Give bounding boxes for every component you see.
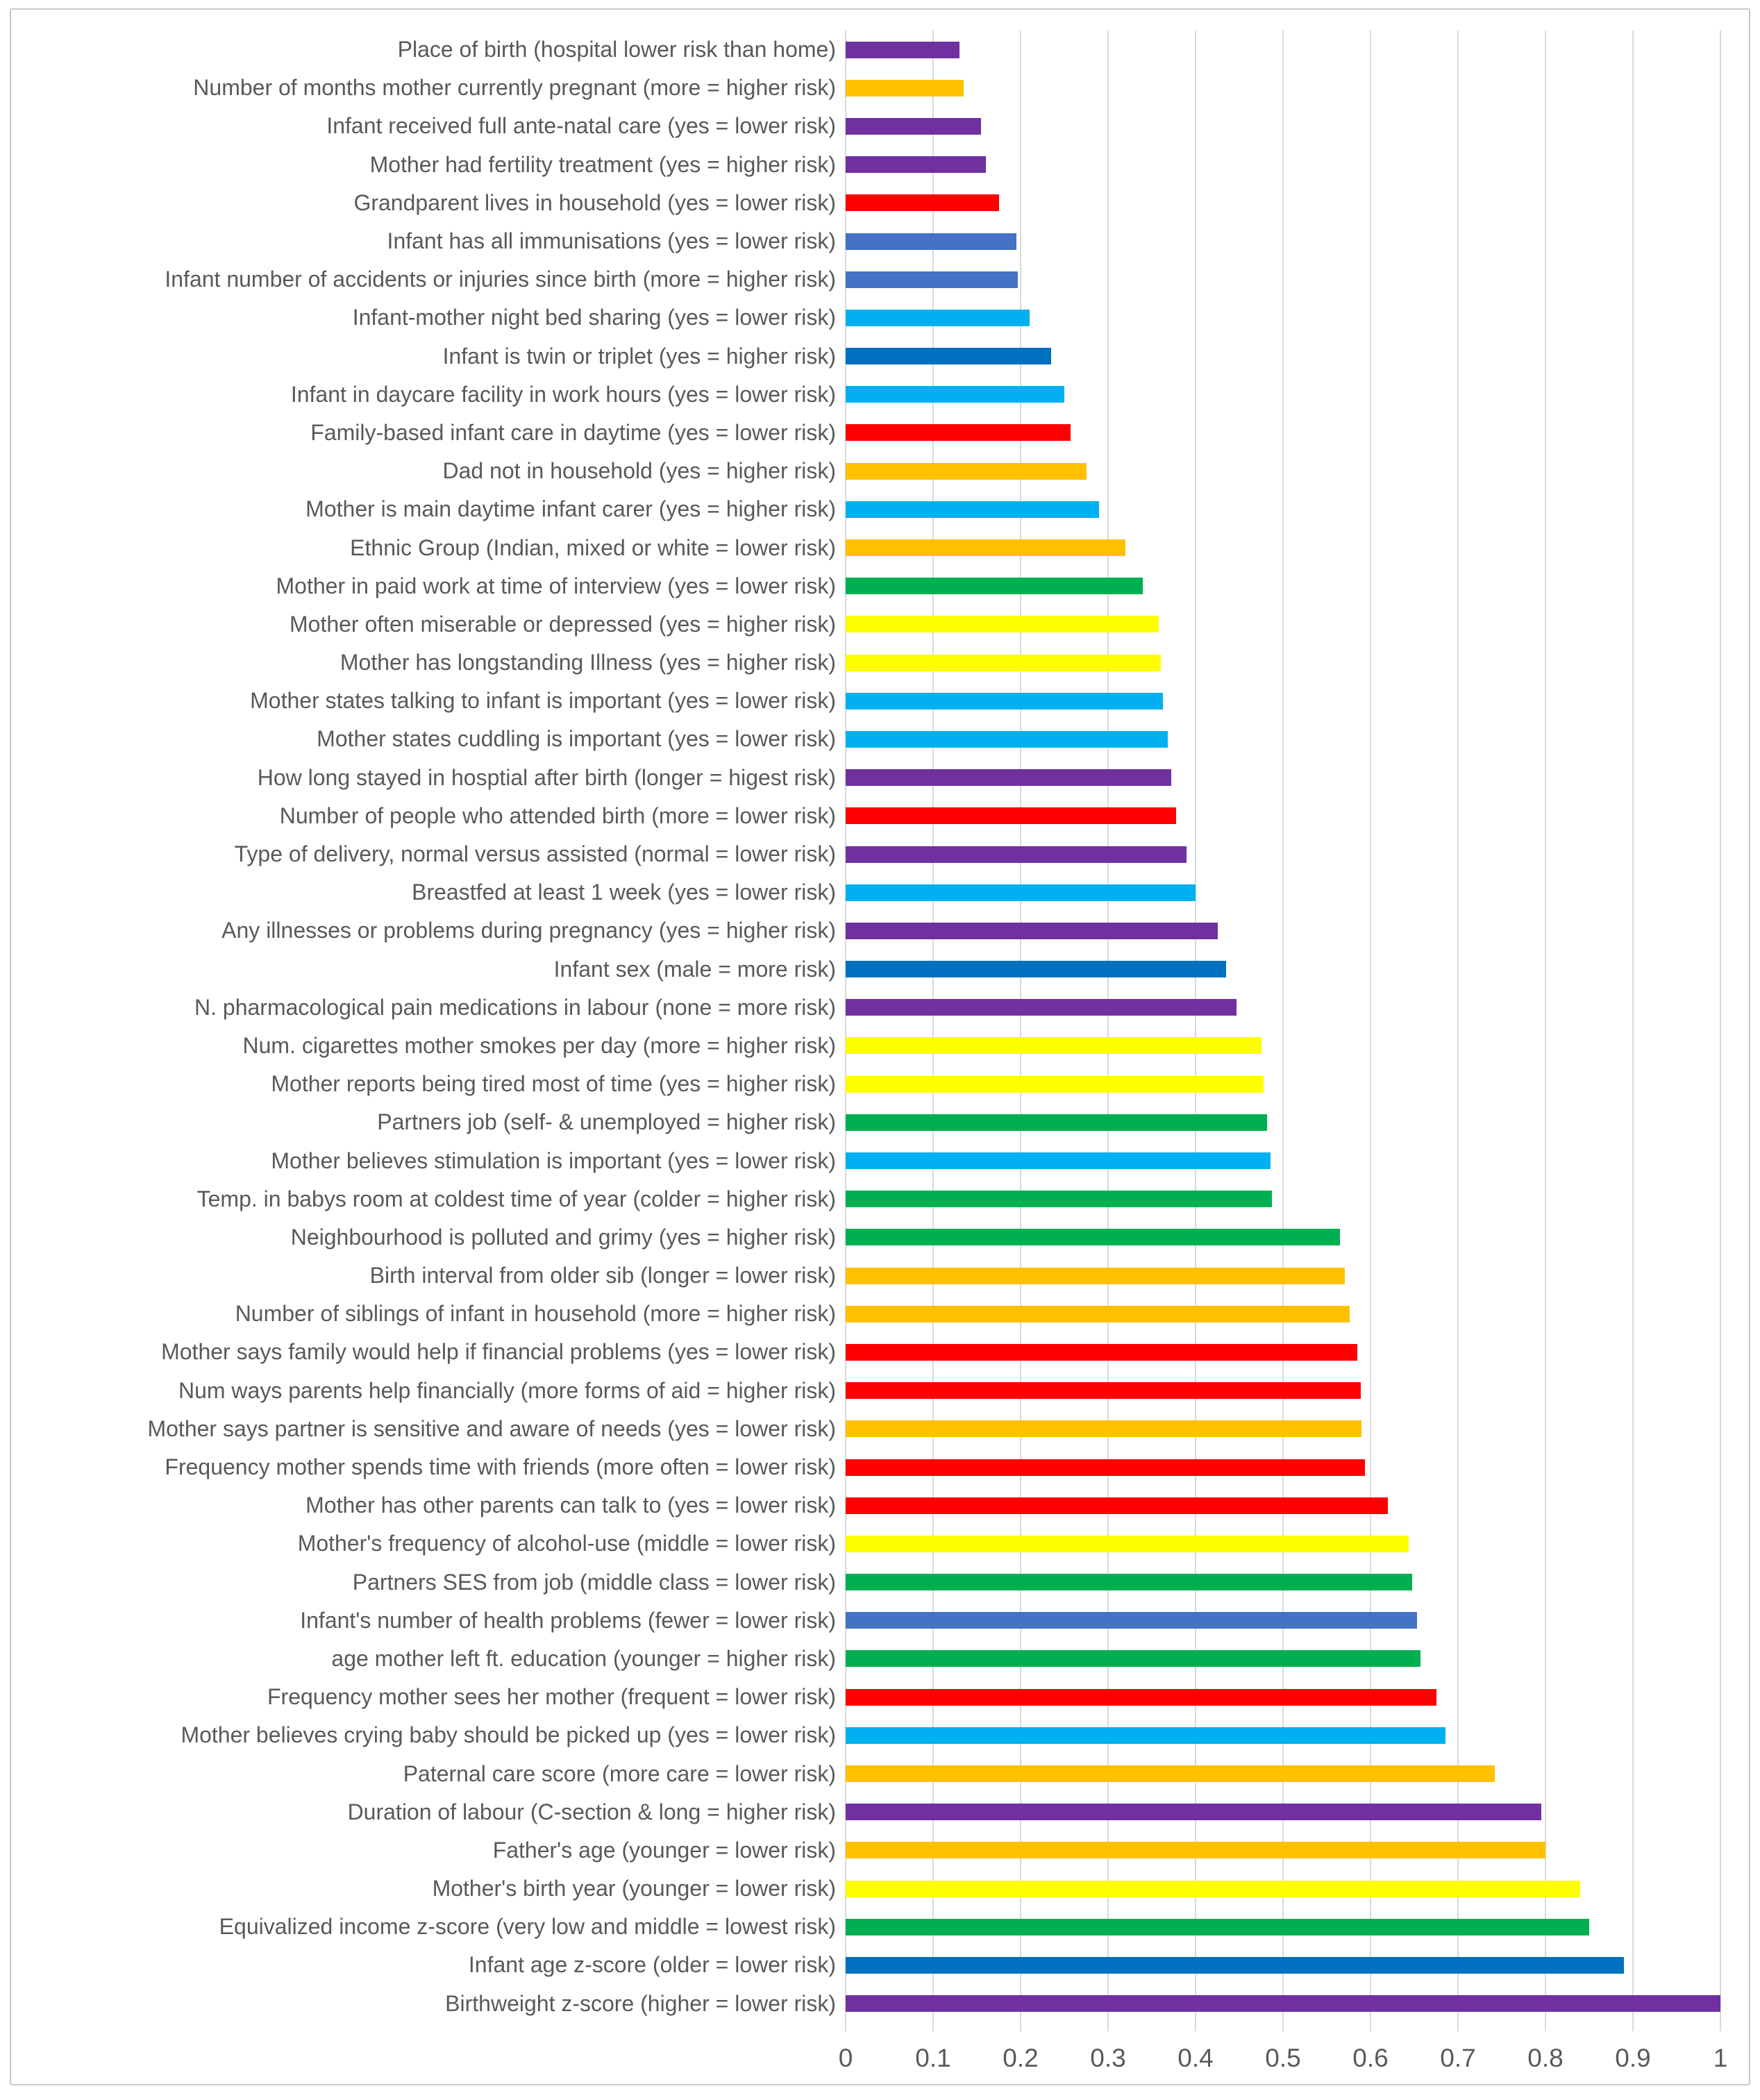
bar-row bbox=[846, 797, 1720, 835]
category-label: Mother states cuddling is important (yes = lower risk) bbox=[317, 726, 836, 752]
bar bbox=[846, 1957, 1624, 1974]
bar bbox=[846, 1268, 1345, 1284]
bar-row bbox=[846, 912, 1720, 950]
bar-row bbox=[846, 1793, 1720, 1831]
category-label: Breastfed at least 1 week (yes = lower risk) bbox=[412, 880, 836, 905]
x-axis bbox=[838, 2044, 1728, 2085]
category-label: Duration of labour (C-section & long = higher risk) bbox=[347, 1799, 836, 1824]
category-label: Num. cigarettes mother smokes per day (more = higher risk) bbox=[242, 1032, 836, 1058]
axis-tick-mark bbox=[1370, 2023, 1371, 2031]
chart-border bbox=[10, 8, 1750, 2085]
x-tick-label: 0.7 bbox=[1440, 2044, 1476, 2072]
bar-row bbox=[846, 1027, 1720, 1065]
category-label: Frequency mother spends time with friends (more often = lower risk) bbox=[165, 1454, 836, 1480]
bar bbox=[846, 271, 1018, 288]
bar-row bbox=[846, 184, 1720, 222]
x-tick-label: 0.9 bbox=[1615, 2044, 1651, 2072]
bar bbox=[846, 655, 1161, 671]
bar-row bbox=[846, 1141, 1720, 1179]
category-label: Infant is twin or triplet (yes = higher risk) bbox=[442, 343, 836, 369]
bar bbox=[846, 1536, 1409, 1552]
bar-series bbox=[846, 31, 1720, 2023]
category-label: Equivalized income z-score (very low and middle = lowest risk) bbox=[219, 1914, 836, 1940]
bar bbox=[846, 578, 1143, 594]
bar-row bbox=[846, 1486, 1720, 1524]
x-tick-label: 0.8 bbox=[1527, 2044, 1564, 2072]
bar-row bbox=[846, 1946, 1720, 1984]
category-label: Any illnesses or problems during pregnancy (yes = higher risk) bbox=[221, 918, 836, 943]
category-label: Mother states talking to infant is important (yes = lower risk) bbox=[250, 688, 836, 714]
category-label: Mother's frequency of alcohol-use (middle = lower risk) bbox=[297, 1531, 836, 1556]
bar bbox=[846, 1497, 1388, 1514]
bar-row bbox=[846, 1716, 1720, 1754]
bar bbox=[846, 769, 1171, 786]
bar-row bbox=[846, 873, 1720, 912]
bar-row bbox=[846, 1563, 1720, 1602]
bar-row bbox=[846, 222, 1720, 260]
bar-row bbox=[846, 835, 1720, 873]
category-label: Mother believes crying baby should be picked up (yes = lower risk) bbox=[181, 1722, 836, 1748]
category-label: Mother in paid work at time of interview (yes = lower risk) bbox=[276, 573, 836, 598]
bar bbox=[846, 310, 1030, 326]
category-label: Temp. in babys room at coldest time of year (colder = higher risk) bbox=[196, 1186, 836, 1211]
bar bbox=[846, 1037, 1262, 1054]
axis-tick-mark bbox=[1545, 2023, 1546, 2031]
category-label: Infant-mother night bed sharing (yes = lower risk) bbox=[352, 305, 836, 330]
bar bbox=[846, 156, 986, 173]
x-tick-label: 0.6 bbox=[1352, 2044, 1389, 2072]
bar bbox=[846, 42, 959, 58]
bar-row bbox=[846, 260, 1720, 299]
bar bbox=[846, 1919, 1589, 1935]
bar bbox=[846, 1995, 1720, 2012]
category-label: Family-based infant care in daytime (yes = lower risk) bbox=[310, 419, 836, 445]
bar-row bbox=[846, 1295, 1720, 1333]
bar-row bbox=[846, 146, 1720, 184]
bar-row bbox=[846, 1448, 1720, 1486]
category-label: Number of people who attended birth (more = lower risk) bbox=[279, 803, 836, 828]
bar-row bbox=[846, 31, 1720, 69]
axis-tick-mark bbox=[845, 2023, 846, 2031]
x-tick-label: 0 bbox=[838, 2044, 853, 2072]
bar-row bbox=[846, 1333, 1720, 1371]
bar-row bbox=[846, 1870, 1720, 1908]
bar-row bbox=[846, 720, 1720, 758]
bar bbox=[846, 1804, 1541, 1820]
category-label: Neighbourhood is polluted and grimy (yes = higher risk) bbox=[290, 1224, 836, 1250]
axis-tick-mark bbox=[1720, 2023, 1721, 2031]
category-label: Number of months mother currently pregnant (more = higher risk) bbox=[193, 75, 836, 101]
bar bbox=[846, 1842, 1545, 1858]
bar-row bbox=[846, 376, 1720, 414]
bar-row bbox=[846, 950, 1720, 989]
category-label: Partners SES from job (middle class = lower risk) bbox=[352, 1569, 836, 1595]
bar-row bbox=[846, 605, 1720, 644]
bar-row bbox=[846, 1410, 1720, 1448]
category-label: Infant has all immunisations (yes = lower risk) bbox=[387, 228, 836, 254]
bar bbox=[846, 1650, 1420, 1667]
bar-row bbox=[846, 1831, 1720, 1870]
bar-row bbox=[846, 1065, 1720, 1103]
category-label: Infant's number of health problems (fewer = lower risk) bbox=[300, 1607, 836, 1633]
plot-area bbox=[846, 31, 1720, 2023]
bar bbox=[846, 1306, 1350, 1322]
bar bbox=[846, 233, 1016, 250]
bar bbox=[846, 616, 1159, 632]
category-label: age mother left ft. education (younger = higher risk) bbox=[331, 1645, 836, 1671]
axis-tick-mark bbox=[1020, 2023, 1021, 2031]
category-label: Infant sex (male = more risk) bbox=[553, 956, 836, 982]
bar-row bbox=[846, 567, 1720, 605]
category-label: Father's age (younger = lower risk) bbox=[492, 1837, 836, 1863]
category-label: Mother believes stimulation is important (yes = lower risk) bbox=[271, 1148, 836, 1173]
bar bbox=[846, 961, 1226, 977]
category-label: Mother reports being tired most of time (yes = higher risk) bbox=[271, 1071, 836, 1097]
bar bbox=[846, 1765, 1495, 1782]
bar bbox=[846, 1459, 1365, 1476]
x-tick-label: 0.1 bbox=[915, 2044, 951, 2072]
axis-tick-mark bbox=[932, 2023, 934, 2031]
bar-row bbox=[846, 1602, 1720, 1640]
category-label: Mother says partner is sensitive and aware of needs (yes = lower risk) bbox=[147, 1416, 836, 1441]
category-label: Grandparent lives in household (yes = lower risk) bbox=[353, 190, 836, 215]
bar-row bbox=[846, 69, 1720, 107]
category-label: Mother's birth year (younger = lower risk) bbox=[432, 1876, 836, 1901]
category-label: Mother is main daytime infant carer (yes = higher risk) bbox=[305, 496, 836, 522]
category-label: Partners job (self- & unemployed = higher risk) bbox=[377, 1109, 836, 1135]
category-label: Mother has longstanding Illness (yes = higher risk) bbox=[340, 650, 836, 675]
bar-row bbox=[846, 299, 1720, 337]
bar bbox=[846, 1727, 1445, 1744]
category-label: Type of delivery, normal versus assisted (normal = lower risk) bbox=[234, 841, 836, 867]
bar bbox=[846, 424, 1071, 441]
category-label: N. pharmacological pain medications in labour (none = more risk) bbox=[194, 994, 836, 1020]
bar-row bbox=[846, 452, 1720, 490]
bar bbox=[846, 1114, 1267, 1131]
bar bbox=[846, 386, 1064, 403]
category-label: Paternal care score (more care = lower risk) bbox=[403, 1761, 836, 1786]
axis-tick-mark bbox=[1457, 2023, 1459, 2031]
bar bbox=[846, 80, 964, 96]
bar-row bbox=[846, 1218, 1720, 1257]
bar bbox=[846, 194, 999, 211]
bar bbox=[846, 1382, 1361, 1399]
bar-row bbox=[846, 989, 1720, 1027]
bar bbox=[846, 1076, 1264, 1093]
bar bbox=[846, 1344, 1357, 1361]
bar bbox=[846, 1191, 1272, 1207]
category-label: Infant number of accidents or injuries since birth (more = higher risk) bbox=[165, 267, 836, 292]
bar-row bbox=[846, 414, 1720, 452]
bar-row bbox=[846, 1257, 1720, 1295]
bar bbox=[846, 884, 1196, 901]
bar-row bbox=[846, 1180, 1720, 1218]
category-label: Infant age z-score (older = lower risk) bbox=[468, 1952, 836, 1978]
bar-row bbox=[846, 759, 1720, 797]
category-label: Mother says family would help if financial problems (yes = lower risk) bbox=[161, 1339, 836, 1365]
axis-tick-mark bbox=[1632, 2023, 1634, 2031]
bar bbox=[846, 1420, 1361, 1437]
bar-row bbox=[846, 337, 1720, 376]
category-label: Infant received full ante-natal care (yes = lower risk) bbox=[326, 113, 836, 139]
category-label: Mother has other parents can talk to (yes = lower risk) bbox=[305, 1493, 836, 1518]
category-label: Mother often miserable or depressed (yes = higher risk) bbox=[289, 611, 836, 637]
bar bbox=[846, 846, 1187, 863]
axis-tick-mark bbox=[1282, 2023, 1284, 2031]
bar bbox=[846, 118, 981, 135]
axis-tick-mark bbox=[1195, 2023, 1196, 2031]
x-tick-label: 0.5 bbox=[1265, 2044, 1301, 2072]
bar bbox=[846, 348, 1051, 364]
x-tick-label: 1 bbox=[1713, 2044, 1728, 2072]
category-label: Mother had fertility treatment (yes = higher risk) bbox=[369, 151, 836, 177]
bar bbox=[846, 1881, 1580, 1897]
bar-row bbox=[846, 1754, 1720, 1792]
x-tick-label: 0.4 bbox=[1177, 2044, 1214, 2072]
bar bbox=[846, 463, 1087, 480]
category-label: Number of siblings of infant in household (more = higher risk) bbox=[235, 1301, 836, 1327]
bar-row bbox=[846, 1678, 1720, 1716]
x-tick-label: 0.2 bbox=[1003, 2044, 1039, 2072]
bar-row bbox=[846, 1908, 1720, 1946]
bar bbox=[846, 1574, 1412, 1590]
bar-row bbox=[846, 107, 1720, 145]
category-label: Ethnic Group (Indian, mixed or white = lower risk) bbox=[350, 535, 836, 560]
bar bbox=[846, 1689, 1436, 1706]
bar bbox=[846, 807, 1176, 824]
bar-row bbox=[846, 1372, 1720, 1410]
bar bbox=[846, 539, 1125, 556]
bar bbox=[846, 731, 1168, 748]
x-tick-label: 0.3 bbox=[1090, 2044, 1126, 2072]
bar bbox=[846, 923, 1218, 939]
category-label: How long stayed in hosptial after birth (longer = higest risk) bbox=[257, 764, 836, 790]
category-axis bbox=[11, 31, 836, 2023]
bar-row bbox=[846, 1524, 1720, 1563]
category-label: Frequency mother sees her mother (frequent = lower risk) bbox=[267, 1684, 836, 1710]
axis-tick-mark bbox=[1107, 2023, 1109, 2031]
bar-row bbox=[846, 490, 1720, 528]
bar bbox=[846, 1229, 1340, 1245]
bar bbox=[846, 1612, 1417, 1629]
bar bbox=[846, 1152, 1271, 1169]
category-label: Num ways parents help financially (more forms of aid = higher risk) bbox=[178, 1377, 836, 1403]
bar bbox=[846, 999, 1237, 1016]
bar-row bbox=[846, 644, 1720, 682]
bar-row bbox=[846, 1985, 1720, 2023]
category-label: Infant in daycare facility in work hours (yes = lower risk) bbox=[290, 381, 836, 407]
bar-row bbox=[846, 528, 1720, 566]
category-label: Dad not in household (yes = higher risk) bbox=[442, 458, 836, 484]
category-label: Place of birth (hospital lower risk than home) bbox=[397, 37, 836, 62]
bar-row bbox=[846, 1640, 1720, 1678]
bar bbox=[846, 501, 1099, 518]
category-label: Birth interval from older sib (longer = lower risk) bbox=[369, 1263, 836, 1288]
bar bbox=[846, 693, 1163, 709]
category-label: Birthweight z-score (higher = lower risk) bbox=[445, 1990, 836, 2016]
bar-row bbox=[846, 1103, 1720, 1141]
bar-row bbox=[846, 682, 1720, 720]
